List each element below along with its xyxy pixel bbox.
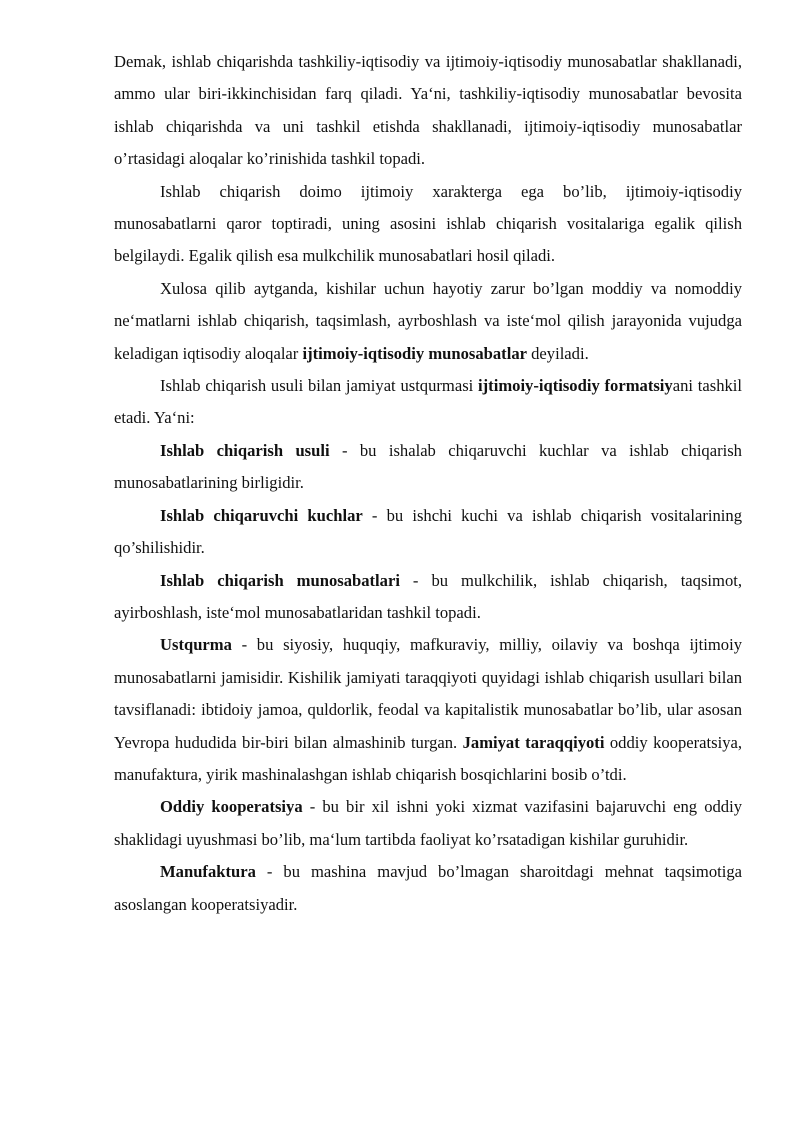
text-run: - bu ishalab chiqaruvchi kuchlar va ishlab chiqarish munosabatlarining birligidir. — [114, 440, 742, 493]
text-run: - bu mulkchilik, ishlab chiqarish, taqsimot, ayirboshlash, iste‘mol munosabatlaridan tashkil topadi. — [114, 570, 742, 622]
bold-term: Ishlab chiqarish usuli — [160, 440, 330, 460]
text-run: Xulosa qilib aytganda, kishilar uchun hayotiy zarur bo’lgan moddiy va nomoddiy ne‘matlarni ishlab chiqarish, taqsimlash, ayrboshlash va iste‘mol qilish jarayonida vujudga keladigan iqtisodiy aloqalar — [114, 278, 742, 363]
text-run: - bu mashina mavjud bo’lmagan sharoitdagi mehnat taqsimotiga asoslangan kooperatsiyadir. — [114, 862, 742, 914]
paragraph — [114, 791, 742, 856]
text-run: ani tashkil etadi. Ya‘ni: — [114, 376, 743, 428]
document-page — [114, 46, 742, 921]
paragraph — [114, 500, 742, 565]
paragraph — [114, 273, 742, 370]
paragraph — [114, 629, 742, 791]
paragraph — [114, 370, 742, 435]
bold-term: ijtimoiy-iqtisodiy munosabatlar — [302, 343, 527, 363]
bold-term: Ishlab chiqarish munosabatlari — [160, 570, 400, 590]
text-run: Ishlab chiqarish usuli bilan jamiyat ustqurmasi — [160, 376, 479, 396]
paragraph — [114, 176, 742, 273]
bold-term: Jamiyat taraqqiyoti — [462, 732, 605, 752]
text-run: - bu siyosiy, huquqiy, mafkuraviy, milliy, oilaviy va boshqa ijtimoiy munosabatlarni jamisidir. Kishilik jamiyati taraqqiyoti quyidagi ishlab chiqarish usullari bilan tavsiflanadi: ibtidoiy jamoa, quldorlik, feodal va kapitalistik munosabatlar bo’lib, ular asosan Yevropa hududida bir-biri bilan almashinib turgan. — [114, 635, 742, 752]
bold-term: Manufaktura — [160, 862, 256, 882]
bold-term: Ustqurma — [160, 635, 232, 655]
text-run: - bu bir xil ishni yoki xizmat vazifasini bajaruvchi eng oddiy shaklidagi uyushmasi bo’lib, ma‘lum tartibda faoliyat ko’rsatadigan kishilar guruhidir. — [114, 797, 743, 849]
paragraph — [114, 856, 742, 921]
text-run: - bu ishchi kuchi va ishlab chiqarish vositalarining qo’shilishidir. — [114, 505, 742, 558]
bold-term: Ishlab chiqaruvchi kuchlar — [160, 505, 363, 525]
paragraph — [114, 565, 742, 630]
text-run: Ishlab chiqarish doimo ijtimoiy xarakterga ega bo’lib, ijtimoiy-iqtisodiy munosabatlarni qaror toptiradi, uning asosini ishlab chiqarish vositalariga egalik qilish belgilaydi. Egalik qilish esa mulkchilik munosabatlari hosil qiladi. — [114, 181, 742, 266]
paragraph — [114, 435, 742, 500]
text-run: oddiy kooperatsiya, manufaktura, yirik mashinalashgan ishlab chiqarish bosqichlarini bosib o’tdi. — [114, 732, 743, 784]
bold-term: Oddiy kooperatsiya — [160, 797, 303, 817]
text-run: deyiladi. — [526, 343, 589, 363]
paragraph — [114, 46, 742, 176]
bold-term: ijtimoiy-iqtisodiy formatsiy — [478, 376, 673, 396]
text-run: Demak, ishlab chiqarishda tashkiliy-iqtisodiy va ijtimoiy-iqtisodiy munosabatlar shakllanadi, ammo ular biri-ikkinchisidan farq qiladi. Ya‘ni, tashkiliy-iqtisodiy munosabatlar bevosita ishlab chiqarishda va uni tashkil etishda shakllanadi, ijtimoiy-iqtisodiy munosabatlar o’rtasidagi aloqalar ko’rinishida tashkil topadi. — [114, 52, 742, 169]
